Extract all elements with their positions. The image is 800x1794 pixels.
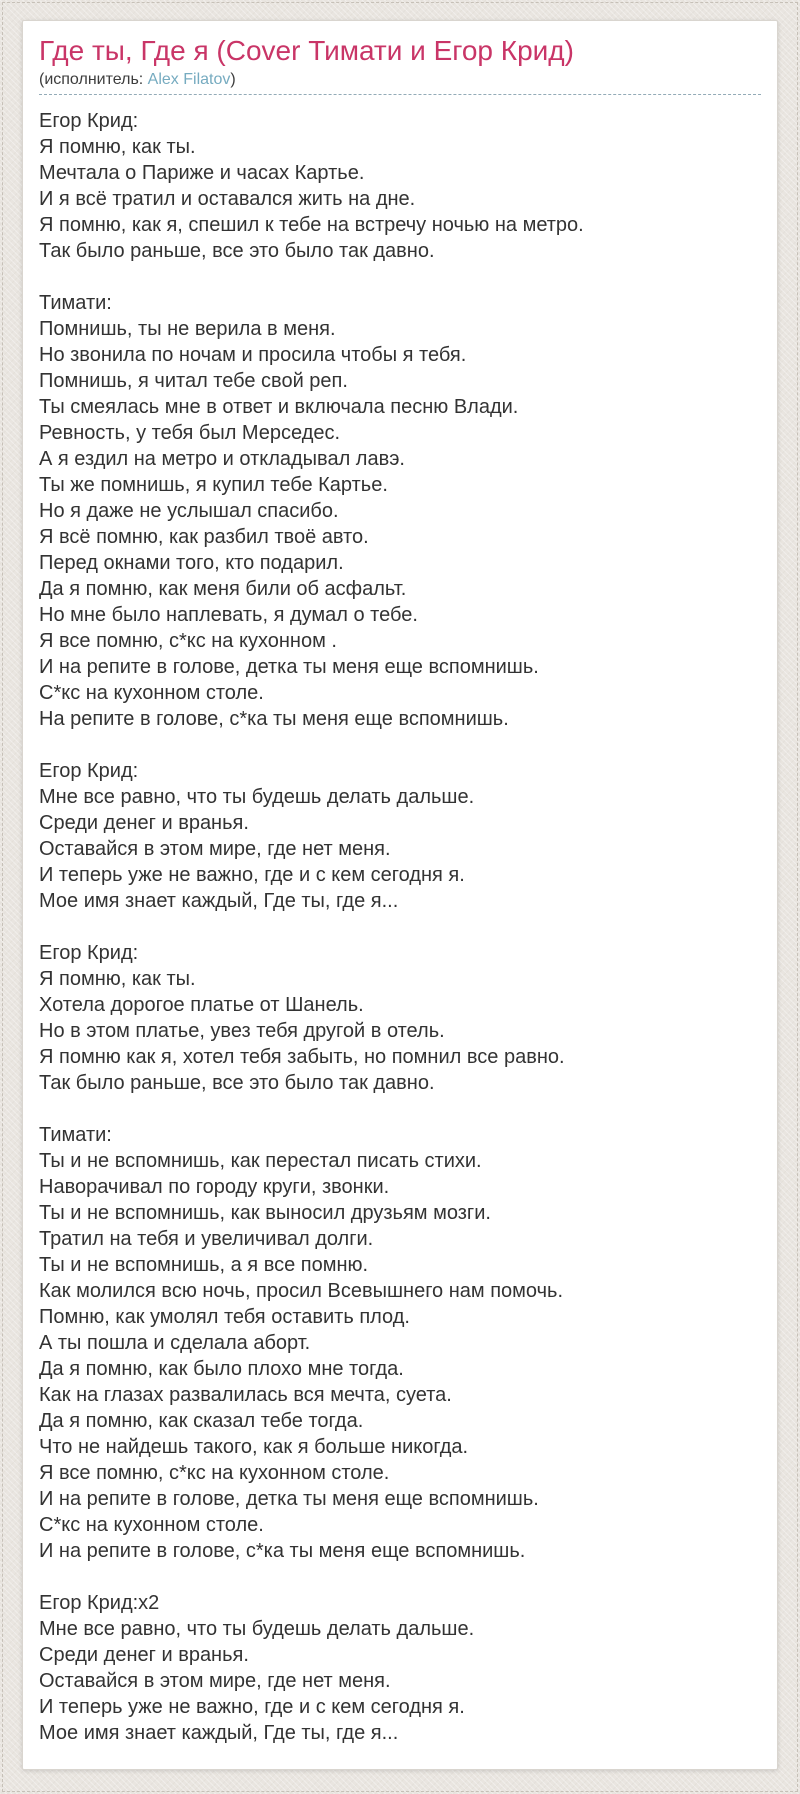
lyric-line: Тимати: — [39, 1124, 112, 1146]
lyric-line: Мое имя знает каждый, Где ты, где я... — [39, 1722, 399, 1744]
dotted-separator — [39, 94, 761, 95]
lyric-line: А ты пошла и сделала аборт. — [39, 1332, 311, 1354]
lyric-line: Мечтала о Париже и часах Картье. — [39, 162, 365, 184]
lyric-line: Егор Крид: — [39, 942, 139, 964]
lyric-line: И на репите в голове, детка ты меня еще вспомнишь. — [39, 656, 539, 678]
lyric-line: Наворачивал по городу круги, звонки. — [39, 1176, 390, 1198]
lyric-line: Оставайся в этом мире, где нет меня. — [39, 1670, 391, 1692]
lyric-line: Что не найдешь такого, как я больше никогда. — [39, 1436, 469, 1458]
lyric-line: Ты и не вспомнишь, как выносил друзьям мозги. — [39, 1202, 491, 1224]
lyric-line: И я всё тратил и оставался жить на дне. — [39, 188, 416, 210]
song-title: Где ты, Где я (Cover Тимати и Егор Крид) — [39, 35, 574, 66]
lyric-line: Среди денег и вранья. — [39, 1644, 249, 1666]
lyric-line: Егор Крид: — [39, 760, 139, 782]
lyric-line: Егор Крид:x2 — [39, 1592, 160, 1614]
stanza — [39, 290, 761, 732]
lyric-line: Я всё помню, как разбил твоё авто. — [39, 526, 369, 548]
lyric-line: Но в этом платье, увез тебя другой в отель. — [39, 1020, 445, 1042]
lyric-line: И теперь уже не важно, где и с кем сегодня я. — [39, 864, 465, 886]
lyric-line: Я все помню, с*кс на кухонном . — [39, 630, 337, 652]
lyric-line: Оставайся в этом мире, где нет меня. — [39, 838, 391, 860]
lyric-line: Хотела дорогое платье от Шанель. — [39, 994, 364, 1016]
lyric-line: Да я помню, как было плохо мне тогда. — [39, 1358, 404, 1380]
stanza — [39, 1122, 761, 1564]
stanza — [39, 108, 761, 264]
stanza — [39, 1590, 761, 1746]
lyric-line: Тимати: — [39, 292, 112, 314]
lyric-line: Я все помню, с*кс на кухонном столе. — [39, 1462, 390, 1484]
lyrics-text — [39, 108, 761, 1746]
lyric-line: Ты же помнишь, я купил тебе Картье. — [39, 474, 388, 496]
lyric-line: Егор Крид: — [39, 110, 139, 132]
lyric-line: Но мне было наплевать, я думал о тебе. — [39, 604, 418, 626]
lyric-line: Я помню, как ты. — [39, 136, 196, 158]
lyric-line: И теперь уже не важно, где и с кем сегодня я. — [39, 1696, 465, 1718]
lyric-line: А я ездил на метро и откладывал лавэ. — [39, 448, 405, 470]
lyric-line: Тратил на тебя и увеличивал долги. — [39, 1228, 374, 1250]
lyric-line: Помню, как умолял тебя оставить плод. — [39, 1306, 410, 1328]
stanza — [39, 940, 761, 1096]
lyric-line: Ты смеялась мне в ответ и включала песню Влади. — [39, 396, 519, 418]
artist-close-paren: ) — [230, 71, 236, 88]
lyric-line: Ты и не вспомнишь, а я все помню. — [39, 1254, 369, 1276]
lyric-line: Я помню как я, хотел тебя забыть, но помнил все равно. — [39, 1046, 565, 1068]
lyric-line: На репите в голове, с*ка ты меня еще вспомнишь. — [39, 708, 509, 730]
lyric-line: Среди денег и вранья. — [39, 812, 249, 834]
lyric-line: Я помню, как я, спешил к тебе на встречу ночью на метро. — [39, 214, 584, 236]
lyric-line: Да я помню, как меня били об асфальт. — [39, 578, 407, 600]
lyric-line: Перед окнами того, кто подарил. — [39, 552, 344, 574]
lyric-line: Мне все равно, что ты будешь делать дальше. — [39, 786, 475, 808]
lyric-line: Мое имя знает каждый, Где ты, где я... — [39, 890, 399, 912]
lyric-line: И на репите в голове, с*ка ты меня еще вспомнишь. — [39, 1540, 526, 1562]
lyric-line: Ревность, у тебя был Мерседес. — [39, 422, 341, 444]
lyric-line: Я помню, как ты. — [39, 968, 196, 990]
lyric-line: Как молился всю ночь, просил Всевышнего нам помочь. — [39, 1280, 563, 1302]
lyric-line: Помнишь, ты не верила в меня. — [39, 318, 336, 340]
lyric-line: Ты и не вспомнишь, как перестал писать стихи. — [39, 1150, 482, 1172]
artist-line — [39, 70, 761, 89]
stanza — [39, 758, 761, 914]
artist-link[interactable]: Alex Filatov — [147, 71, 231, 88]
lyric-line: Но я даже не услышал спасибо. — [39, 500, 339, 522]
lyric-line: С*кс на кухонном столе. — [39, 1514, 264, 1536]
lyric-line: Так было раньше, все это было так давно. — [39, 240, 435, 262]
lyric-line: С*кс на кухонном столе. — [39, 682, 264, 704]
lyric-line: Так было раньше, все это было так давно. — [39, 1072, 435, 1094]
lyric-line: Как на глазах развалилась вся мечта, суета. — [39, 1384, 452, 1406]
lyric-line: И на репите в голове, детка ты меня еще вспомнишь. — [39, 1488, 539, 1510]
artist-label: (исполнитель: — [39, 71, 144, 88]
lyric-line: Но звонила по ночам и просила чтобы я тебя. — [39, 344, 467, 366]
lyrics-card — [22, 20, 778, 1770]
lyric-line: Помнишь, я читал тебе свой реп. — [39, 370, 348, 392]
lyric-line: Мне все равно, что ты будешь делать дальше. — [39, 1618, 475, 1640]
lyric-line: Да я помню, как сказал тебе тогда. — [39, 1410, 364, 1432]
